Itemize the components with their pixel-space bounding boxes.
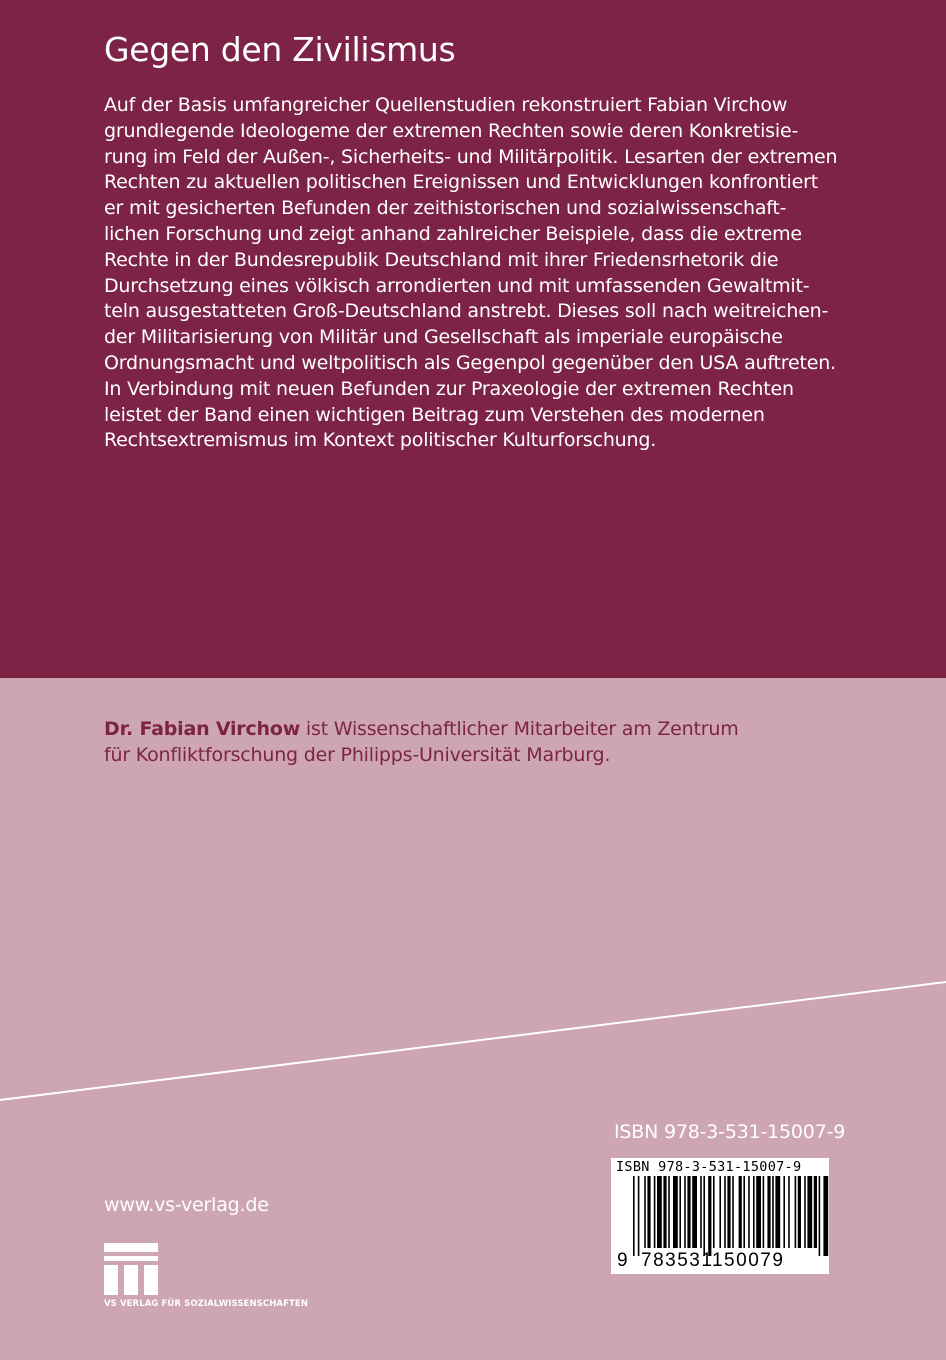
publisher-url: www.vs-verlag.de bbox=[104, 1194, 269, 1216]
barcode-bar bbox=[763, 1176, 765, 1248]
barcode-isbn-text: ISBN 978-3-531-15007-9 bbox=[616, 1159, 802, 1175]
author-name: Dr. Fabian Virchow bbox=[104, 718, 301, 740]
barcode-bar bbox=[633, 1176, 635, 1256]
barcode-bar bbox=[732, 1176, 734, 1248]
barcode-bar bbox=[727, 1176, 730, 1248]
blurb-text bbox=[104, 93, 838, 454]
barcode-digits: 783531150079 bbox=[641, 1250, 785, 1271]
barcode-bar bbox=[719, 1176, 721, 1248]
isbn-label: ISBN 978-3-531-15007-9 bbox=[614, 1121, 846, 1143]
barcode-bar bbox=[679, 1176, 681, 1248]
barcode-bar bbox=[795, 1176, 797, 1248]
blurb-line: der Militarisierung von Militär und Gesellschaft als imperiale europäische bbox=[104, 326, 783, 349]
barcode-bar bbox=[767, 1176, 770, 1248]
blurb-line: leistet der Band einen wichtigen Beitrag zum Verstehen des modernen bbox=[104, 403, 765, 426]
barcode-first-digit: 9 bbox=[617, 1250, 628, 1271]
barcode-bar bbox=[684, 1176, 686, 1248]
barcode-bar bbox=[692, 1176, 697, 1248]
blurb-line: Rechte in der Bundesrepublik Deutschland mit ihrer Friedensrhetorik die bbox=[104, 248, 779, 271]
barcode-bar bbox=[788, 1176, 790, 1248]
blurb-line: Rechten zu aktuellen politischen Ereignissen und Entwicklungen konfrontiert bbox=[104, 171, 818, 194]
barcode-bar bbox=[814, 1176, 817, 1248]
barcode-bar bbox=[687, 1176, 690, 1248]
barcode-bar bbox=[819, 1176, 821, 1256]
barcode-bar bbox=[804, 1176, 806, 1248]
barcode-bar bbox=[644, 1176, 646, 1248]
barcode-bar bbox=[783, 1176, 785, 1248]
author-bio bbox=[104, 716, 739, 768]
blurb-line: In Verbindung mit neuen Befunden zur Praxeologie der extremen Rechten bbox=[104, 377, 794, 400]
barcode-bar bbox=[654, 1176, 656, 1248]
blurb-line: Auf der Basis umfangreicher Quellenstudien rekonstruiert Fabian Virchow bbox=[104, 94, 788, 116]
barcode-bar bbox=[703, 1176, 705, 1256]
blurb-line: er mit gesicherten Befunden der zeithistorischen und sozialwissenschaft- bbox=[104, 197, 787, 220]
blurb-line: Durchsetzung eines völkisch arrondierten und mit umfassenden Gewaltmit- bbox=[104, 274, 810, 297]
barcode-bar bbox=[700, 1176, 702, 1248]
barcode-bar bbox=[647, 1176, 650, 1248]
author-bio-line-1 bbox=[104, 716, 739, 742]
barcode-bar bbox=[823, 1176, 828, 1256]
barcode bbox=[611, 1158, 829, 1274]
barcode-bar bbox=[668, 1176, 670, 1248]
barcode-bar bbox=[807, 1176, 812, 1248]
barcode-bar bbox=[772, 1176, 774, 1248]
barcode-bar bbox=[739, 1176, 742, 1248]
book-title: Gegen den Zivilismus bbox=[104, 30, 456, 69]
blurb-line: Rechtsextremismus im Kontext politischer Kulturforschung. bbox=[104, 429, 657, 452]
publisher-logo-icon bbox=[104, 1243, 158, 1295]
barcode-bar bbox=[748, 1176, 750, 1248]
top-panel bbox=[0, 0, 946, 678]
publisher-name: VS VERLAG FÜR SOZIALWISSENSCHAFTEN bbox=[104, 1299, 309, 1309]
author-bio-line-2: für Konfliktforschung der Philipps-Universität Marburg. bbox=[104, 744, 611, 766]
barcode-bar bbox=[775, 1176, 780, 1248]
barcode-bar bbox=[713, 1176, 715, 1248]
blurb-line: rung im Feld der Außen-, Sicherheits- und Militärpolitik. Lesarten der extremen bbox=[104, 145, 838, 168]
author-bio-line-1-rest: ist Wissenschaftlicher Mitarbeiter am Zentrum bbox=[300, 718, 739, 740]
blurb-line: grundlegende Ideologeme der extremen Rechten sowie deren Konkretisie- bbox=[104, 119, 799, 142]
barcode-bar bbox=[756, 1176, 761, 1248]
barcode-bar bbox=[673, 1176, 678, 1248]
barcode-bar bbox=[743, 1176, 745, 1248]
diagonal-line bbox=[0, 980, 946, 1110]
barcode-bar bbox=[638, 1176, 640, 1256]
barcode-bar bbox=[657, 1176, 662, 1248]
barcode-bar bbox=[663, 1176, 666, 1248]
barcode-bar bbox=[753, 1176, 755, 1248]
barcode-bar bbox=[798, 1176, 801, 1248]
blurb-line: lichen Forschung und zeigt anhand zahlreicher Beispiele, dass die extreme bbox=[104, 222, 802, 245]
blurb-line: Ordnungsmacht und weltpolitisch als Gegenpol gegenüber den USA auftreten. bbox=[104, 351, 836, 374]
barcode-bar bbox=[708, 1176, 711, 1256]
blurb-line: teln ausgestatteten Groß-Deutschland anstrebt. Dieses soll nach weitreichen- bbox=[104, 300, 829, 323]
barcode-bar bbox=[724, 1176, 726, 1248]
